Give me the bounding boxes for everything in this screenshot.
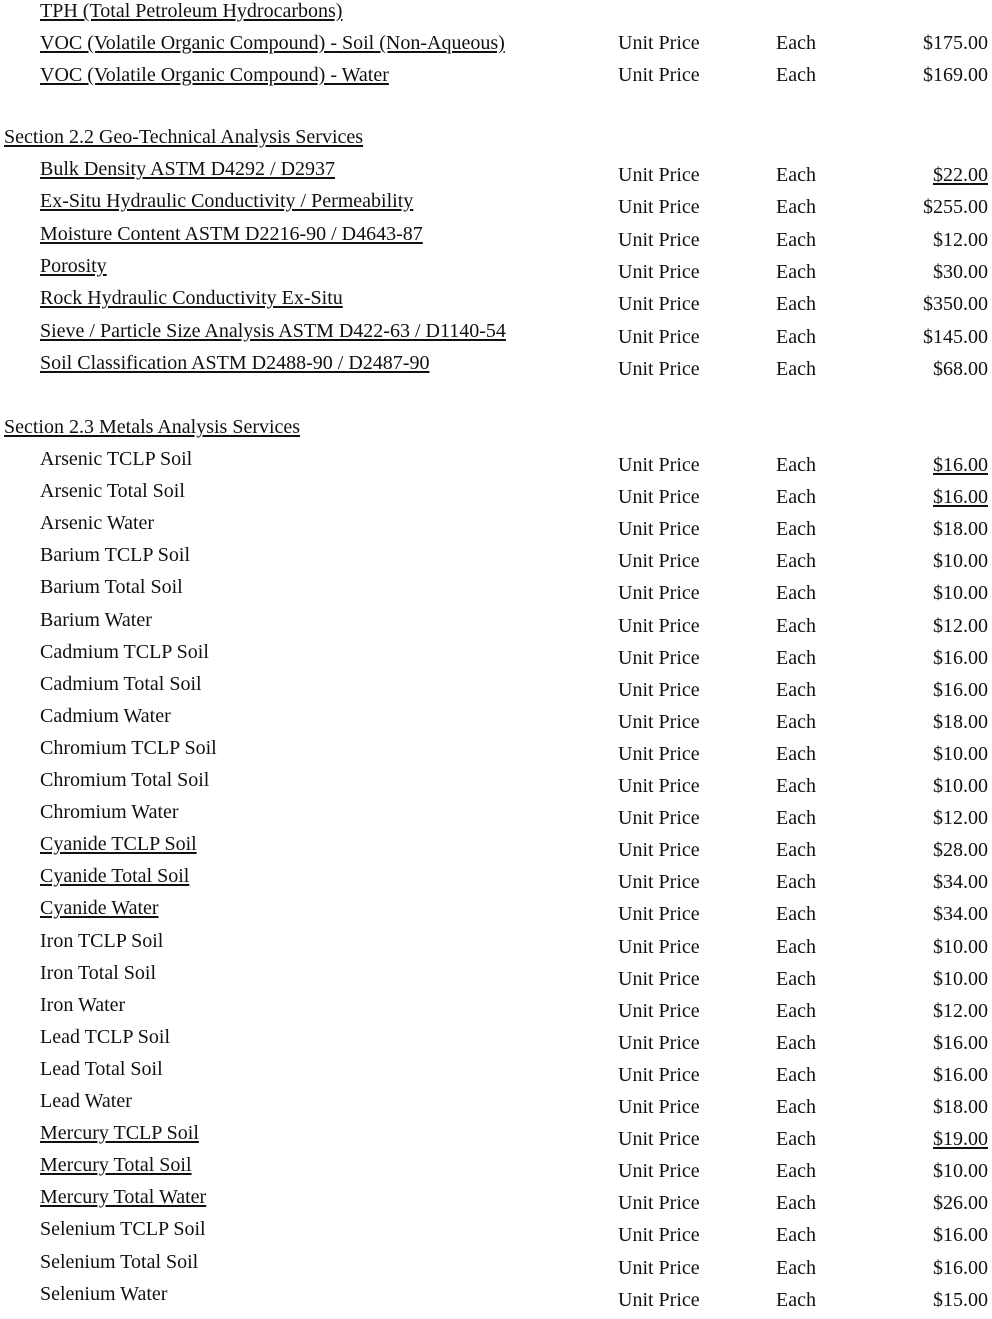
billing-basis: Each bbox=[776, 647, 816, 669]
billing-basis: Each bbox=[776, 358, 816, 380]
price-type: Unit Price bbox=[618, 1064, 700, 1086]
service-name: VOC (Volatile Organic Compound) - Soil (Non-Aqueous) bbox=[40, 32, 505, 54]
unit-price-value: $10.00 bbox=[933, 1160, 988, 1182]
billing-basis: Each bbox=[776, 326, 816, 348]
billing-basis: Each bbox=[776, 807, 816, 829]
service-name: Mercury TCLP Soil bbox=[40, 1122, 199, 1144]
price-type: Unit Price bbox=[618, 196, 700, 218]
unit-price-value: $26.00 bbox=[933, 1192, 988, 1214]
service-name: Lead Water bbox=[40, 1090, 132, 1112]
price-type: Unit Price bbox=[618, 1289, 700, 1311]
service-name: Chromium TCLP Soil bbox=[40, 737, 217, 759]
unit-price-value: $12.00 bbox=[933, 615, 988, 637]
table-row bbox=[0, 1058, 992, 1094]
billing-basis: Each bbox=[776, 1289, 816, 1311]
service-name: Barium Water bbox=[40, 609, 152, 631]
price-type: Unit Price bbox=[618, 64, 700, 86]
billing-basis: Each bbox=[776, 1064, 816, 1086]
service-name: Iron Total Soil bbox=[40, 962, 157, 984]
billing-basis: Each bbox=[776, 968, 816, 990]
service-name: Cadmium Water bbox=[40, 705, 171, 727]
price-type: Unit Price bbox=[618, 839, 700, 861]
table-row bbox=[0, 352, 992, 388]
table-row bbox=[0, 287, 992, 323]
table-row bbox=[0, 1218, 992, 1254]
billing-basis: Each bbox=[776, 1257, 816, 1279]
unit-price-value: $19.00 bbox=[933, 1128, 988, 1150]
unit-price-value: $10.00 bbox=[933, 775, 988, 797]
unit-price-value: $18.00 bbox=[933, 711, 988, 733]
section-heading: Section 2.3 Metals Analysis Services bbox=[4, 416, 301, 438]
price-type: Unit Price bbox=[618, 968, 700, 990]
billing-basis: Each bbox=[776, 1192, 816, 1214]
price-type: Unit Price bbox=[618, 32, 700, 54]
unit-price-value: $15.00 bbox=[933, 1289, 988, 1311]
price-type: Unit Price bbox=[618, 1096, 700, 1118]
unit-price-value: $18.00 bbox=[933, 1096, 988, 1118]
billing-basis: Each bbox=[776, 486, 816, 508]
price-type: Unit Price bbox=[618, 615, 700, 637]
service-name: Selenium TCLP Soil bbox=[40, 1218, 206, 1240]
billing-basis: Each bbox=[776, 518, 816, 540]
billing-basis: Each bbox=[776, 1128, 816, 1150]
billing-basis: Each bbox=[776, 871, 816, 893]
service-name: Mercury Total Water bbox=[40, 1186, 207, 1208]
service-name: Ex-Situ Hydraulic Conductivity / Permeability bbox=[40, 190, 414, 212]
price-type: Unit Price bbox=[618, 711, 700, 733]
service-name: Selenium Total Soil bbox=[40, 1251, 199, 1273]
service-name: Bulk Density ASTM D4292 / D2937 bbox=[40, 158, 336, 180]
table-row bbox=[0, 64, 992, 94]
price-type: Unit Price bbox=[618, 807, 700, 829]
price-type: Unit Price bbox=[618, 1257, 700, 1279]
service-name: VOC (Volatile Organic Compound) - Water bbox=[40, 64, 389, 86]
service-name: Cadmium Total Soil bbox=[40, 673, 202, 695]
service-name: Cadmium TCLP Soil bbox=[40, 641, 209, 663]
price-type: Unit Price bbox=[618, 903, 700, 925]
billing-basis: Each bbox=[776, 743, 816, 765]
service-name: Arsenic TCLP Soil bbox=[40, 448, 193, 470]
price-type: Unit Price bbox=[618, 1224, 700, 1246]
price-type: Unit Price bbox=[618, 454, 700, 476]
unit-price-value: $350.00 bbox=[923, 293, 988, 315]
billing-basis: Each bbox=[776, 164, 816, 186]
price-type: Unit Price bbox=[618, 550, 700, 572]
section-heading: Section 2.2 Geo-Technical Analysis Services bbox=[4, 126, 364, 148]
table-row bbox=[0, 0, 992, 30]
unit-price-value: $16.00 bbox=[933, 1064, 988, 1086]
unit-price-value: $169.00 bbox=[923, 64, 988, 86]
price-type: Unit Price bbox=[618, 164, 700, 186]
table-row bbox=[0, 190, 992, 226]
service-name: Selenium Water bbox=[40, 1283, 168, 1305]
billing-basis: Each bbox=[776, 454, 816, 476]
billing-basis: Each bbox=[776, 1096, 816, 1118]
service-name: Arsenic Water bbox=[40, 512, 155, 534]
price-type: Unit Price bbox=[618, 261, 700, 283]
price-type: Unit Price bbox=[618, 1192, 700, 1214]
unit-price-value: $30.00 bbox=[933, 261, 988, 283]
price-type: Unit Price bbox=[618, 647, 700, 669]
table-row bbox=[0, 1283, 992, 1319]
price-type: Unit Price bbox=[618, 358, 700, 380]
price-type: Unit Price bbox=[618, 936, 700, 958]
service-name: Porosity bbox=[40, 255, 107, 277]
unit-price-value: $16.00 bbox=[933, 1032, 988, 1054]
unit-price-value: $175.00 bbox=[923, 32, 988, 54]
unit-price-value: $12.00 bbox=[933, 1000, 988, 1022]
service-name: Arsenic Total Soil bbox=[40, 480, 185, 502]
service-name: TPH (Total Petroleum Hydrocarbons) bbox=[40, 0, 343, 22]
billing-basis: Each bbox=[776, 775, 816, 797]
service-name: Cyanide Water bbox=[40, 897, 159, 919]
billing-basis: Each bbox=[776, 32, 816, 54]
billing-basis: Each bbox=[776, 615, 816, 637]
table-row bbox=[0, 962, 992, 998]
price-type: Unit Price bbox=[618, 775, 700, 797]
billing-basis: Each bbox=[776, 293, 816, 315]
price-type: Unit Price bbox=[618, 1128, 700, 1150]
unit-price-value: $10.00 bbox=[933, 968, 988, 990]
price-type: Unit Price bbox=[618, 1032, 700, 1054]
price-type: Unit Price bbox=[618, 229, 700, 251]
price-type: Unit Price bbox=[618, 293, 700, 315]
table-row bbox=[0, 897, 992, 933]
unit-price-value: $12.00 bbox=[933, 807, 988, 829]
billing-basis: Each bbox=[776, 679, 816, 701]
unit-price-value: $255.00 bbox=[923, 196, 988, 218]
table-row bbox=[0, 576, 992, 612]
unit-price-value: $16.00 bbox=[933, 1257, 988, 1279]
price-type: Unit Price bbox=[618, 871, 700, 893]
price-type: Unit Price bbox=[618, 582, 700, 604]
billing-basis: Each bbox=[776, 1160, 816, 1182]
price-type: Unit Price bbox=[618, 1160, 700, 1182]
price-type: Unit Price bbox=[618, 743, 700, 765]
service-name: Barium TCLP Soil bbox=[40, 544, 191, 566]
price-type: Unit Price bbox=[618, 326, 700, 348]
unit-price-value: $16.00 bbox=[933, 454, 988, 476]
unit-price-value: $34.00 bbox=[933, 871, 988, 893]
unit-price-value: $16.00 bbox=[933, 1224, 988, 1246]
unit-price-value: $18.00 bbox=[933, 518, 988, 540]
service-name: Rock Hydraulic Conductivity Ex-Situ bbox=[40, 287, 343, 309]
unit-price-value: $16.00 bbox=[933, 647, 988, 669]
service-name: Sieve / Particle Size Analysis ASTM D422-63 / D1140-54 bbox=[40, 320, 506, 342]
billing-basis: Each bbox=[776, 936, 816, 958]
service-name: Cyanide TCLP Soil bbox=[40, 833, 197, 855]
service-name: Iron TCLP Soil bbox=[40, 930, 164, 952]
billing-basis: Each bbox=[776, 1032, 816, 1054]
service-name: Iron Water bbox=[40, 994, 126, 1016]
service-name: Mercury Total Soil bbox=[40, 1154, 192, 1176]
billing-basis: Each bbox=[776, 261, 816, 283]
price-type: Unit Price bbox=[618, 518, 700, 540]
service-name: Soil Classification ASTM D2488-90 / D2487-90 bbox=[40, 352, 430, 374]
price-type: Unit Price bbox=[618, 679, 700, 701]
billing-basis: Each bbox=[776, 229, 816, 251]
unit-price-value: $22.00 bbox=[933, 164, 988, 186]
billing-basis: Each bbox=[776, 582, 816, 604]
service-name: Chromium Total Soil bbox=[40, 769, 210, 791]
table-row bbox=[0, 223, 992, 259]
price-type: Unit Price bbox=[618, 486, 700, 508]
billing-basis: Each bbox=[776, 839, 816, 861]
service-name: Lead TCLP Soil bbox=[40, 1026, 170, 1048]
unit-price-value: $10.00 bbox=[933, 743, 988, 765]
service-name: Barium Total Soil bbox=[40, 576, 183, 598]
unit-price-value: $10.00 bbox=[933, 936, 988, 958]
billing-basis: Each bbox=[776, 711, 816, 733]
unit-price-value: $34.00 bbox=[933, 903, 988, 925]
service-name: Moisture Content ASTM D2216-90 / D4643-87 bbox=[40, 223, 423, 245]
billing-basis: Each bbox=[776, 196, 816, 218]
unit-price-value: $16.00 bbox=[933, 679, 988, 701]
billing-basis: Each bbox=[776, 1224, 816, 1246]
unit-price-value: $16.00 bbox=[933, 486, 988, 508]
service-name: Cyanide Total Soil bbox=[40, 865, 190, 887]
price-type: Unit Price bbox=[618, 1000, 700, 1022]
service-name: Chromium Water bbox=[40, 801, 179, 823]
billing-basis: Each bbox=[776, 64, 816, 86]
unit-price-value: $10.00 bbox=[933, 582, 988, 604]
unit-price-value: $28.00 bbox=[933, 839, 988, 861]
unit-price-value: $12.00 bbox=[933, 229, 988, 251]
billing-basis: Each bbox=[776, 1000, 816, 1022]
unit-price-value: $10.00 bbox=[933, 550, 988, 572]
billing-basis: Each bbox=[776, 903, 816, 925]
service-name: Lead Total Soil bbox=[40, 1058, 163, 1080]
unit-price-value: $68.00 bbox=[933, 358, 988, 380]
unit-price-value: $145.00 bbox=[923, 326, 988, 348]
table-row bbox=[0, 32, 992, 62]
billing-basis: Each bbox=[776, 550, 816, 572]
